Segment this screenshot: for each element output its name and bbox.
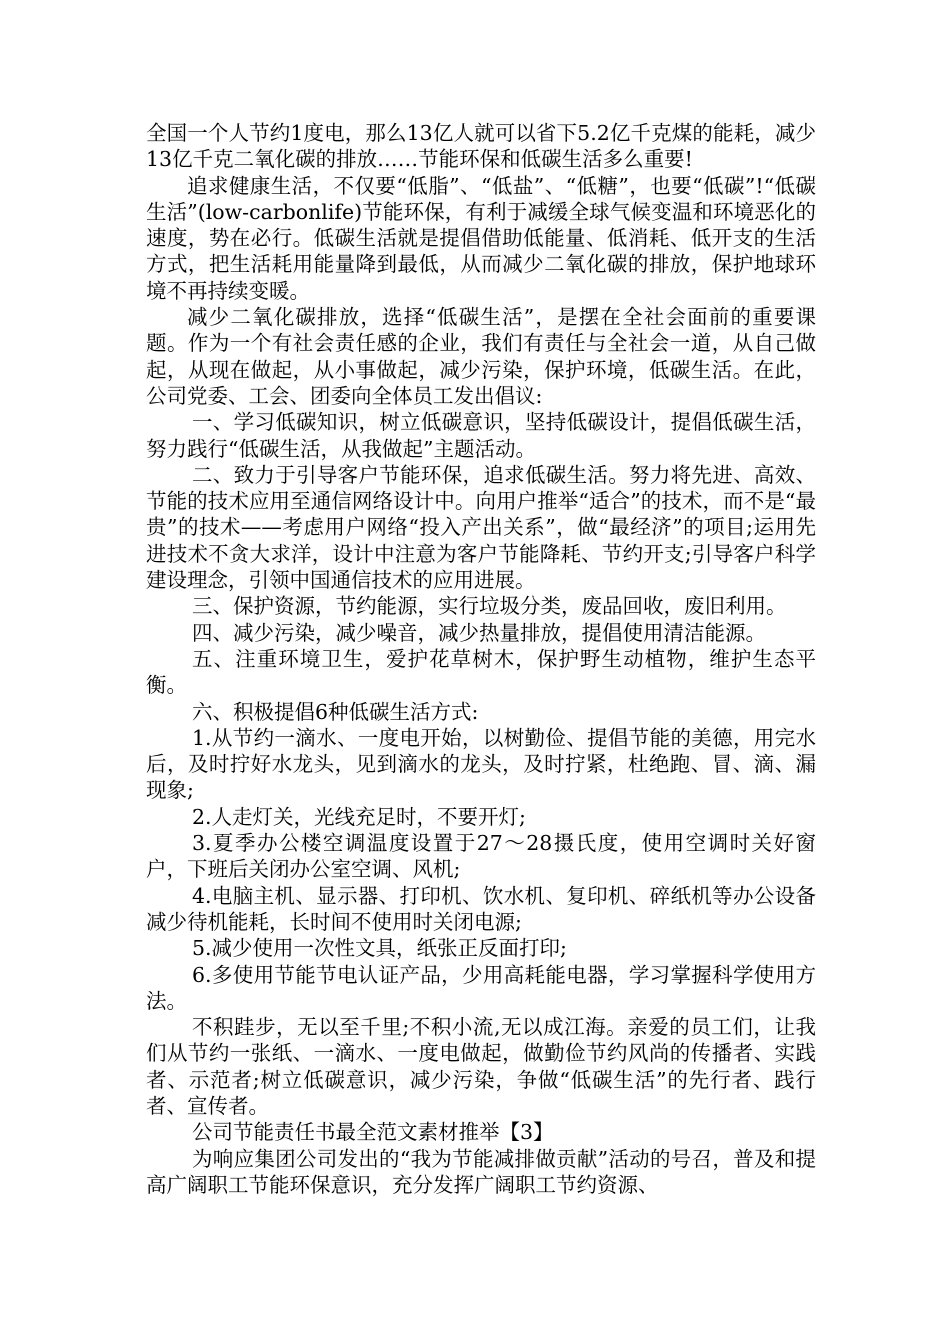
lifestyle-item-3: 3.夏季办公楼空调温度设置于27～28摄氏度，使用空调时关好窗户，下班后关闭办公室空调、风机; — [146, 831, 816, 882]
lifestyle-item-5: 5.减少使用一次性文具，纸张正反面打印; — [192, 936, 567, 961]
paragraph-intro: 全国一个人节约1度电，那么13亿人就可以省下5.2亿千克煤的能耗，减少13亿千克二氧化碳的排放……节能环保和低碳生活多么重要! — [146, 121, 816, 172]
lifestyle-item-1: 1.从节约一滴水、一度电开始，以树勤俭、提倡节能的美德，用完水后，及时拧好水龙头，见到滴水的龙头，及时拧紧，杜绝跑、冒、滴、漏现象; — [146, 725, 816, 803]
lifestyle-item-2: 2.人走灯关，光线充足时，不要开灯; — [192, 804, 526, 829]
lifestyle-item-4: 4.电脑主机、显示器、打印机、饮水机、复印机、碎纸机等办公设备减少待机能耗，长时间不使用时关闭电源; — [146, 883, 816, 934]
paragraph-response: 为响应集团公司发出的“我为节能减排做贡献”活动的号召，普及和提高广阔职工节能环保意识，充分发挥广阔职工节约资源、 — [146, 1146, 816, 1197]
proposal-item-3: 三、保护资源，节约能源，实行垃圾分类，废品回收，废旧利用。 — [192, 594, 787, 619]
proposal-item-2: 二、致力于引导客户节能环保，追求低碳生活。努力将先进、高效、节能的技术应用至通信网络设计中。向用户推举“适合”的技术，而不是“最贵”的技术——考虑用户网络“投入产出关系”，做“最经济”的项目;运用先进技术不贪大求洋，设计中注意为客户节能降耗、节约开支;引导客户科学建设理念，引领中国通信技术的应用进展。 — [146, 462, 816, 593]
paragraph-reduce-co2: 减少二氧化碳排放，选择“低碳生活”，是摆在全社会面前的重要课题。作为一个有社会责任感的企业，我们有责任与全社会一道，从自己做起，从现在做起，从小事做起，减少污染，保护环境，低碳生活。在此，公司党委、工会、团委向全体员工发出倡议: — [146, 305, 816, 408]
proposal-item-1: 一、学习低碳知识，树立低碳意识，坚持低碳设计，提倡低碳生活，努力践行“低碳生活，从我做起”主题活动。 — [146, 410, 816, 461]
document-body — [146, 120, 816, 1198]
proposal-item-6: 六、积极提倡6种低碳生活方式: — [192, 699, 479, 724]
paragraph-closing: 不积跬步，无以至千里;不积小流,无以成江海。亲爱的员工们，让我们从节约一张纸、一滴水、一度电做起，做勤俭节约风尚的传播者、实践者、示范者;树立低碳意识，减少污染，争做“低碳生活”的先行者、践行者、宣传者。 — [146, 1015, 816, 1118]
proposal-item-5: 五、注重环境卫生，爱护花草树木，保护野生动植物，维护生态平衡。 — [146, 646, 816, 698]
paragraph-healthy-life: 追求健康生活，不仅要“低脂”、“低盐”、“低糖”，也要“低碳”!“低碳生活”(low-carbonlife)节能环保，有利于减缓全球气候变温和环境恶化的速度，势在必行。低碳生活就是提倡借助低能量、低消耗、低开支的生活方式，把生活耗用能量降到最低，从而减少二氧化碳的排放，保护地球环境不再持续变暖。 — [146, 173, 816, 303]
proposal-item-4: 四、减少污染，减少噪音，减少热量排放，提倡使用清洁能源。 — [192, 620, 766, 645]
section-heading: 公司节能责任书最全范文素材推举【3】 — [192, 1120, 554, 1145]
lifestyle-item-6: 6.多使用节能节电认证产品，少用高耗能电器，学习掌握科学使用方法。 — [146, 962, 816, 1013]
